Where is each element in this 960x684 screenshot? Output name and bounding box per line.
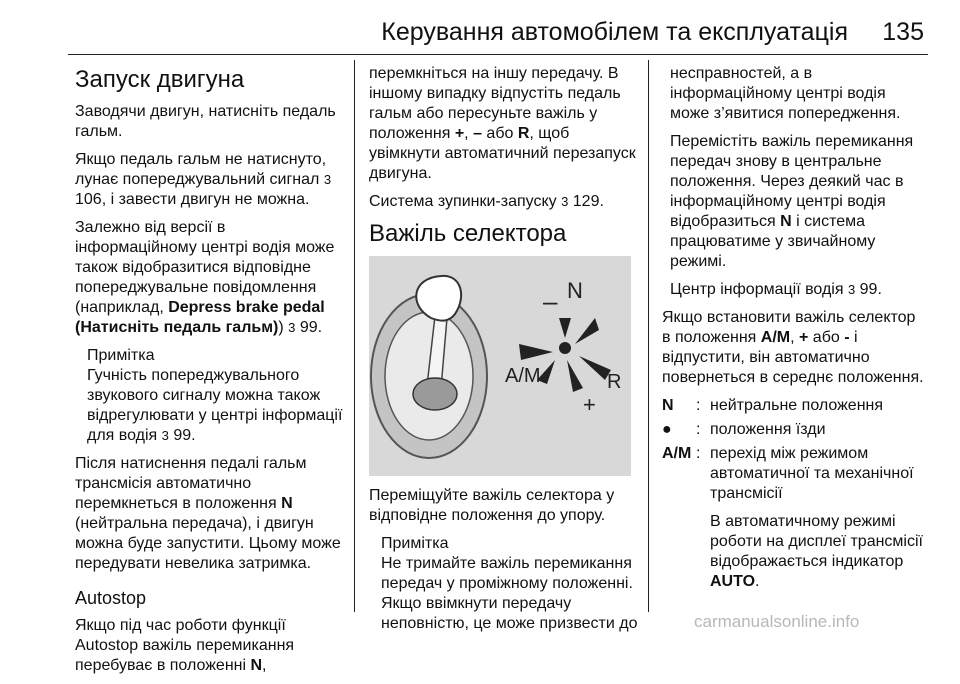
note-continuation — [662, 64, 928, 300]
paragraph: перемкніться на іншу передачу. В іншому випадку відпустіть педаль гальм або пересуньте важіль у положення +, – або R, щоб увімкнути автоматичний перезапуск двигуна. — [369, 65, 636, 182]
page-reference: 99 — [859, 281, 878, 298]
label-minus: – — [543, 286, 558, 316]
right-column — [662, 64, 928, 596]
arrow-up-right-icon — [575, 318, 599, 344]
paragraph: Переміщуйте важіль селектора у відповідне положення до упору. — [369, 487, 615, 524]
definition-row: ● : положення їзди — [662, 420, 928, 444]
page-reference: 129 — [572, 193, 600, 210]
definition-key: N — [662, 397, 674, 414]
note-block — [75, 346, 347, 446]
label-am: A/M — [505, 365, 541, 387]
paragraph: Якщо встановити важіль селектор в положення A/M, + або - і відпустити, він автоматично повернеться в середнє положення. — [662, 309, 924, 386]
paragraph: Після натиснення педалі гальм трансмісія автоматично перемкнеться в положення N (нейтральна передача), і двигун можна буде запустити. Цьому може передувати невелика затримка. — [75, 455, 341, 572]
column-divider-2 — [648, 60, 649, 612]
page-header — [0, 0, 960, 50]
label-r: R — [607, 371, 622, 393]
middle-column — [369, 64, 639, 642]
message-text: Depress brake pedal (Натисніть педаль гальм) — [75, 299, 325, 336]
arrow-left-icon — [519, 344, 553, 360]
reference-arrow-icon: 3 — [288, 320, 296, 335]
paragraph: Залежно від версії в інформаційному центрі водія може також відобразитися відповідне попереджувальне повідомлення (наприклад, Depress brake pedal (Натисніть педаль гальм)) 3 99. — [75, 219, 335, 336]
reference-arrow-icon: 3 — [847, 282, 856, 297]
definition-row: A/M : перехід між режимом автоматичної та механічної трансмісії В автоматичному режимі роботи на дисплеї трансмісії відображається індикатор AUTO. — [662, 444, 928, 596]
subheading-autostop: Autostop — [75, 588, 147, 608]
definition-key: ● — [662, 421, 672, 438]
column-divider-1 — [354, 60, 355, 612]
reference-arrow-icon: 3 — [323, 172, 332, 187]
section-heading-engine-start: Запуск двигуна — [75, 66, 245, 93]
selector-lever-illustration — [369, 256, 631, 476]
paragraph: Система зупинки-запуску 3 129. — [369, 193, 604, 210]
arrow-up-icon — [559, 318, 571, 338]
paragraph: Перемістіть важіль перемикання передач знову в центральне положення. Через деякий час в інформаційному центрі водія відобразиться N і система працюватиме у звичайному режимі. — [670, 133, 914, 270]
definition-text: положення їзди — [710, 421, 826, 438]
position-definitions — [662, 396, 928, 596]
note-title: Примітка — [381, 535, 449, 552]
note-title: Примітка — [87, 347, 155, 364]
page-reference: 99 — [299, 319, 318, 336]
drive-position-dot-icon — [559, 342, 571, 354]
paragraph: Заводячи двигун, натисніть педаль гальм. — [75, 103, 336, 140]
left-column — [75, 64, 347, 684]
definition-text: нейтральне положення — [710, 397, 884, 414]
note-text: Не тримайте важіль перемикання передач у проміжному положенні. Якщо ввімкнути передачу неповністю, це може призвести до — [381, 555, 638, 632]
paragraph: Якщо під час роботи функції Autostop важіль перемикання перебуває в положенні N, — [75, 617, 295, 674]
header-title: Керування автомобілем та експлуатація — [381, 18, 848, 46]
section-heading-selector-lever: Важіль селектора — [369, 220, 567, 247]
arrow-down-icon — [567, 360, 583, 392]
reference-arrow-icon: 3 — [161, 428, 169, 443]
label-plus: + — [583, 392, 596, 417]
note-block — [369, 534, 639, 634]
note-text: Гучність попереджувального звукового сигналу можна також відрегулювати у центрі інформації для водія 3 99. — [87, 367, 343, 444]
auto-mode-text: В автоматичному режимі роботи на дисплеї трансмісії відображається індикатор AUTO. — [710, 513, 923, 590]
label-n: N — [567, 278, 583, 303]
selector-lever-drawing — [369, 256, 631, 476]
reference-arrow-icon: 3 — [561, 194, 569, 209]
page-reference: 99 — [173, 427, 192, 444]
definition-key: A/M — [662, 445, 692, 462]
definition-row: N : нейтральне положення — [662, 396, 928, 420]
lever-boot — [413, 378, 457, 410]
definition-text: перехід між режимом автоматичної та механічної трансмісії В автоматичному режимі роботи на дисплеї трансмісії відображається індикатор AUTO. — [710, 444, 928, 596]
page-number: 135 — [882, 18, 924, 46]
paragraph: Центр інформації водія 3 99. — [670, 281, 882, 298]
watermark: carmanualsonline.info — [694, 612, 860, 631]
paragraph: несправностей, а в інформаційному центрі водія може з’явитися попередження. — [670, 65, 901, 122]
page-reference: 106 — [75, 191, 102, 208]
paragraph: Якщо педаль гальм не натиснуто, лунає попереджувальний сигнал 3 106, і завести двигун не можна. — [75, 151, 332, 208]
header-rule — [68, 54, 928, 55]
